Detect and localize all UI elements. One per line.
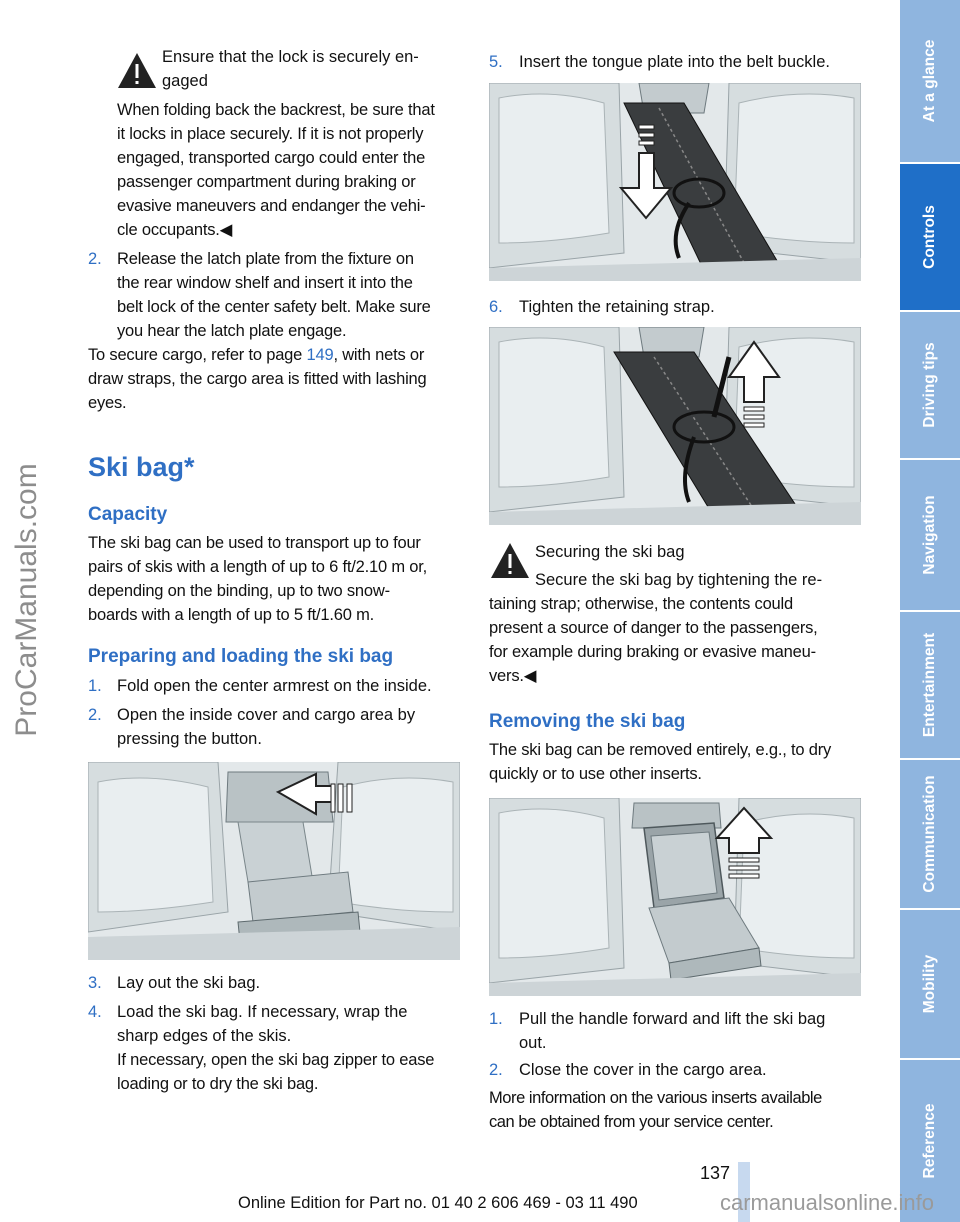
removing-line: The ski bag can be removed entirely, e.g., to dry <box>489 741 832 759</box>
note-line: loading or to dry the ski bag. <box>117 1075 319 1093</box>
warning-body-line: passenger compartment during braking or <box>117 173 416 191</box>
step-line: Open the inside cover and cargo area by <box>117 706 416 724</box>
illustration-remove-ski-bag <box>489 798 861 996</box>
step-text <box>117 703 415 751</box>
warning-icon <box>116 50 158 92</box>
tab-entertainment[interactable] <box>900 612 960 758</box>
step-text <box>117 1000 407 1048</box>
step-number: 1. <box>489 1010 503 1028</box>
tab-communication[interactable] <box>900 760 960 908</box>
tab-label: Mobility <box>921 954 938 1014</box>
capacity-text <box>88 531 463 627</box>
cargo-line: draw straps, the cargo area is fitted with lashing <box>88 370 427 388</box>
warning-icon <box>489 540 531 582</box>
removing-line: quickly or to use other inserts. <box>489 765 702 783</box>
tab-label: Reference <box>921 1103 938 1179</box>
cargo-line: eyes. <box>88 394 127 412</box>
step-line: Insert the tongue plate into the belt buckle. <box>519 53 830 71</box>
tab-label: Controls <box>921 205 938 269</box>
warning-title-line: gaged <box>162 72 208 90</box>
chapter-tabs <box>900 0 960 1222</box>
step-number: 2. <box>489 1061 503 1079</box>
tab-driving-tips[interactable] <box>900 312 960 458</box>
removing-text <box>489 738 864 786</box>
warning-body-line: Secure the ski bag by tightening the re‐ <box>535 571 823 589</box>
note-line: If necessary, open the ski bag zipper to ease <box>117 1051 435 1069</box>
step-number: 3. <box>88 974 102 992</box>
tab-mobility[interactable] <box>900 910 960 1058</box>
step-line: Tighten the retaining strap. <box>519 298 715 316</box>
more-info-line: More information on the various inserts available <box>489 1089 822 1107</box>
removing-heading: Removing the ski bag <box>489 711 686 732</box>
capacity-line: boards with a length of up to 5 ft/1.60 m. <box>88 606 375 624</box>
side-watermark-text: ProCarManuals.com <box>10 463 43 737</box>
side-watermark <box>0 0 56 1222</box>
step-text <box>519 1007 825 1055</box>
illustration-retaining-strap <box>489 327 861 525</box>
warning-body-line: cle occupants.◀ <box>117 221 233 239</box>
cargo-line <box>88 343 463 367</box>
step-line: sharp edges of the skis. <box>117 1027 292 1045</box>
warning-body-line: When folding back the backrest, be sure that <box>117 101 435 119</box>
step-number: 2. <box>88 250 102 268</box>
cargo-paragraph <box>88 343 463 415</box>
warning-title <box>162 45 419 93</box>
step-text <box>117 247 462 343</box>
warning-body-line: present a source of danger to the passengers, <box>489 619 818 637</box>
capacity-line: pairs of skis with a length of up to 6 ft/2.10 m or, <box>88 558 428 576</box>
tab-label: Driving tips <box>921 342 938 428</box>
step-line: Pull the handle forward and lift the ski bag <box>519 1010 826 1028</box>
tab-label: Communication <box>921 775 938 893</box>
warning-body-line: taining strap; otherwise, the contents could <box>489 595 793 613</box>
capacity-heading: Capacity <box>88 504 168 525</box>
step-number: 2. <box>88 706 102 724</box>
warning-body-line: engaged, transported cargo could enter the <box>117 149 426 167</box>
step-line: out. <box>519 1034 547 1052</box>
step-line: Fold open the center armrest on the inside. <box>117 677 432 695</box>
section-title: Ski bag* <box>88 452 195 482</box>
cargo-text: To secure cargo, refer to page <box>88 346 307 364</box>
more-info <box>489 1086 864 1134</box>
tab-label: Entertainment <box>921 632 938 738</box>
load-note <box>117 1048 465 1096</box>
tab-controls[interactable] <box>900 164 960 310</box>
warning-title: Securing the ski bag <box>535 543 685 561</box>
warning-body <box>117 98 462 242</box>
tab-navigation[interactable] <box>900 460 960 610</box>
step-number: 5. <box>489 53 503 71</box>
page-number: 137 <box>700 1163 731 1183</box>
illustration-armrest <box>88 762 460 960</box>
footer-text: Online Edition for Part no. 01 40 2 606 469 - 03 11 490 <box>238 1194 638 1212</box>
preparing-heading: Preparing and loading the ski bag <box>88 646 394 667</box>
warning-body-line: evasive maneuvers and endanger the vehi‐ <box>117 197 426 215</box>
tab-label: Navigation <box>921 495 938 575</box>
step-line: belt lock of the center safety belt. Make sure <box>117 298 431 316</box>
warning-body-line: vers.◀ <box>489 667 537 685</box>
step-line: Load the ski bag. If necessary, wrap the <box>117 1003 408 1021</box>
warning-body <box>489 592 864 688</box>
warning-title-line: Ensure that the lock is securely en‐ <box>162 48 419 66</box>
step-line: pressing the button. <box>117 730 262 748</box>
step-number: 1. <box>88 677 102 695</box>
tab-at-a-glance[interactable] <box>900 0 960 162</box>
step-line: the rear window shelf and insert it into the <box>117 274 413 292</box>
illustration-belt-buckle <box>489 83 861 281</box>
step-line: you hear the latch plate engage. <box>117 322 347 340</box>
step-number: 4. <box>88 1003 102 1021</box>
footer-watermark: carmanualsonline.info <box>720 1190 935 1215</box>
cargo-text: , with nets or <box>333 346 425 364</box>
capacity-line: The ski bag can be used to transport up to four <box>88 534 421 552</box>
step-number: 6. <box>489 298 503 316</box>
step-line: Lay out the ski bag. <box>117 974 261 992</box>
step-line: Release the latch plate from the fixture on <box>117 250 414 268</box>
warning-body-line: it locks in place securely. If it is not properly <box>117 125 424 143</box>
more-info-line: can be obtained from your service center. <box>489 1113 774 1131</box>
tab-label: At a glance <box>921 39 938 123</box>
step-line: Close the cover in the cargo area. <box>519 1061 767 1079</box>
capacity-line: depending on the binding, up to two snow‐ <box>88 582 390 600</box>
warning-body-line: for example during braking or evasive maneu‐ <box>489 643 816 661</box>
page-link[interactable]: 149 <box>306 346 334 364</box>
